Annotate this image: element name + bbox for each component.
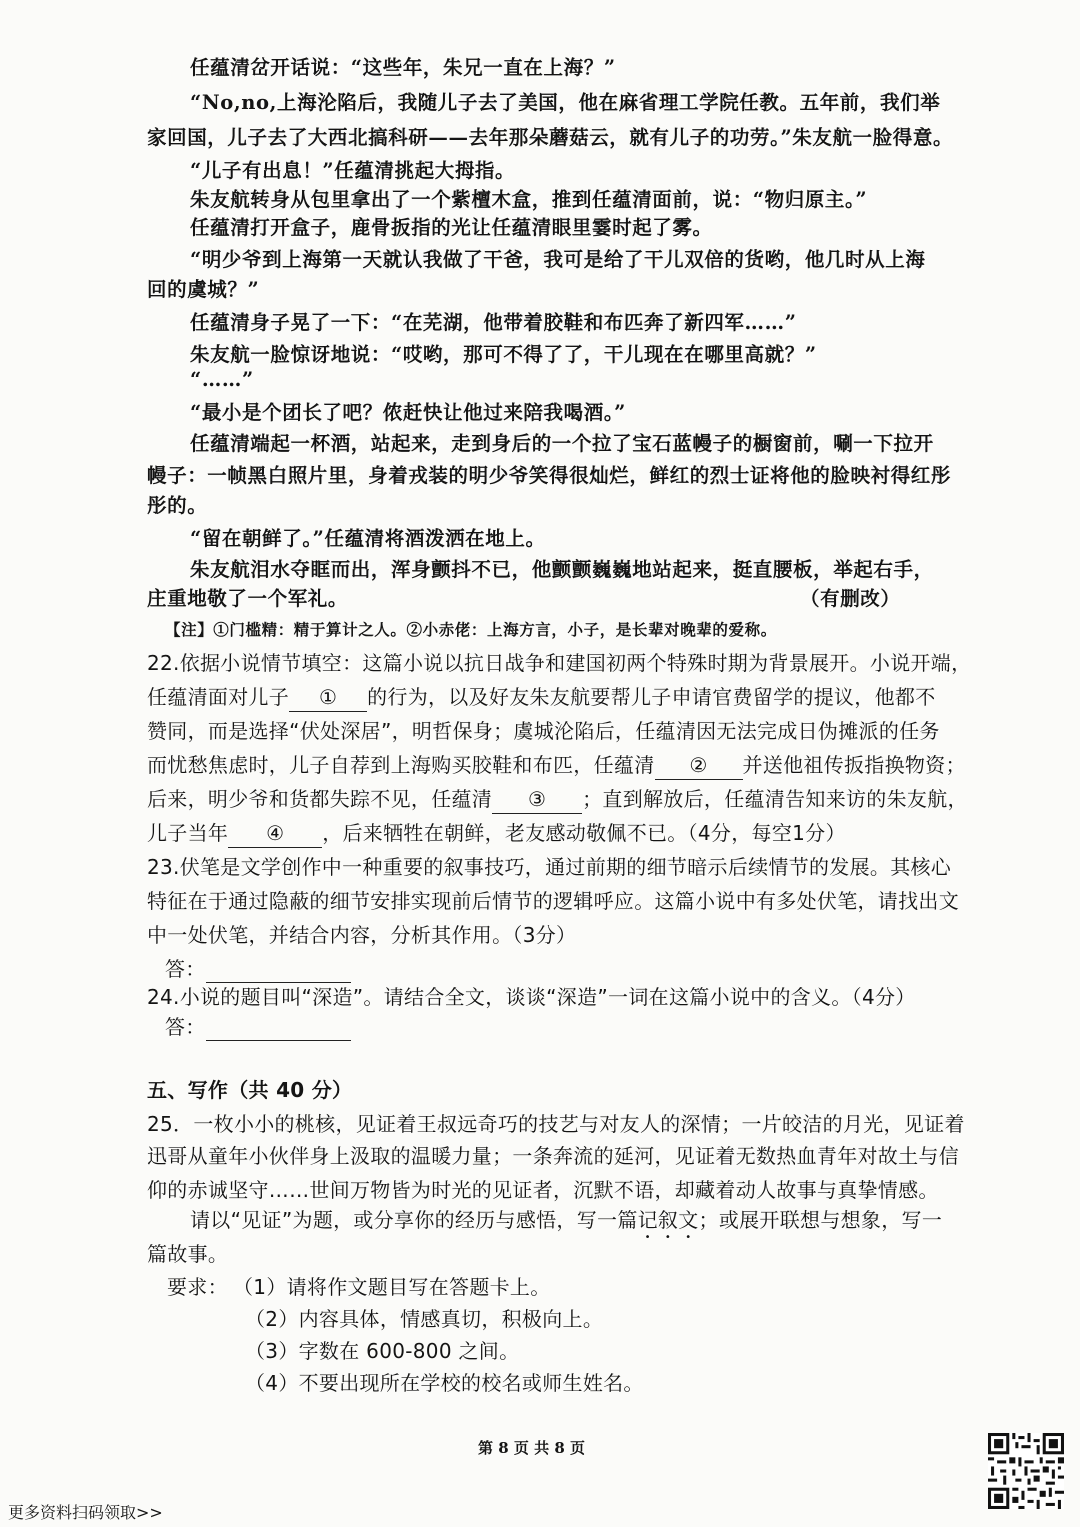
answer-label: 答： <box>165 1015 206 1039</box>
q22-text: 而忧愁焦虑时，儿子自荐到上海购买胶鞋和布匹，任蕴清 <box>147 753 655 777</box>
requirement-item: （1）请将作文题目写在答题卡上。 <box>233 1275 551 1299</box>
story-line: 任蕴清端起一杯酒，站起来，走到身后的一个拉了宝石蓝幔子的橱窗前，唰一下拉开 <box>190 432 934 455</box>
essay-prompt-line <box>190 1206 942 1243</box>
story-line: “明少爷到上海第一天就认我做了干爸，我可是给了干儿双倍的货哟，他几时从上海 <box>190 248 926 271</box>
story-line: 庄重地敬了一个军礼。 <box>147 587 349 610</box>
blank-4[interactable]: ④ <box>228 819 322 848</box>
essay-prompt-line: 仰的赤诚坚守……世间万物皆为时光的见证者，沉默不语，却藏着动人故事与真挚情感。 <box>147 1178 939 1202</box>
requirement-item: （2）内容具体，情感真切，积极向上。 <box>245 1307 604 1331</box>
story-line: “……” <box>190 368 254 391</box>
blank-3[interactable]: ③ <box>492 785 582 814</box>
answer-label: 答： <box>165 957 206 981</box>
story-line: 任蕴清岔开话说：“这些年，朱兄一直在上海？” <box>190 56 616 79</box>
blank-1[interactable]: ① <box>289 683 367 712</box>
essay-prompt-line: 篇故事。 <box>147 1242 229 1266</box>
story-line: 彤的。 <box>147 494 208 517</box>
story-line: 家回国，儿子去了大西北搞科研——去年那朵蘑菇云，就有儿子的功劳。”朱友航一脸得意。 <box>147 126 954 149</box>
story-line: 幔子：一帧黑白照片里，身着戎装的明少爷笑得很灿烂，鲜红的烈士证将他的脸映衬得红彤 <box>147 464 952 487</box>
story-line: 朱友航转身从包里拿出了一个紫檀木盒，推到任蕴清面前，说：“物归原主。” <box>190 188 868 211</box>
q22-line: 22.依据小说情节填空：这篇小说以抗日战争和建国初两个特殊时期为背景展开。小说开端， <box>147 651 972 675</box>
prompt-text: ；或展开联想与想象，写一 <box>698 1208 943 1232</box>
essay-prompt-line: 迅哥从童年小伙伴身上汲取的温暖力量；一条奔流的延河，见证着无数热血青年对故土与信 <box>147 1144 959 1168</box>
story-line: 任蕴清身子晃了一下：“在芜湖，他带着胶鞋和布匹奔了新四军……” <box>190 311 797 334</box>
q22-text: ，后来牺牲在朝鲜，老友感动敬佩不已。（4分，每空1分） <box>322 821 846 845</box>
requirement-item: （3）字数在 600-800 之间。 <box>245 1339 520 1363</box>
q23-line: 中一处伏笔，并结合内容，分析其作用。（3分） <box>147 923 577 947</box>
requirement-item: （4）不要出现所在学校的校名或师生姓名。 <box>245 1371 644 1395</box>
q22-line <box>147 785 968 814</box>
q22-text: ；直到解放后，任蕴清告知来访的朱友航， <box>582 787 968 811</box>
prompt-text: 请以“见证”为题，或分享你的经历与感悟，写一篇 <box>190 1208 638 1232</box>
section-heading: 五、写作（共 40 分） <box>147 1078 353 1102</box>
essay-prompt-line: 25．一枚小小的桃核，见证着王叔远奇巧的技艺与对友人的深情；一片皎洁的月光，见证着 <box>147 1112 965 1136</box>
q23-answer <box>165 955 351 983</box>
page-number: 第 8 页 共 8 页 <box>478 1439 585 1457</box>
q22-line <box>147 819 846 848</box>
q22-text: 儿子当年 <box>147 821 229 845</box>
q24-answer <box>165 1013 351 1041</box>
qr-code-icon[interactable] <box>988 1433 1064 1509</box>
story-line: “留在朝鲜了。”任蕴清将酒泼洒在地上。 <box>190 527 546 550</box>
story-line: “最小是个团长了吧？侬赶快让他过来陪我喝酒。” <box>190 401 626 424</box>
q22-line: 赞同，而是选择“伏处深居”，明哲保身；虞城沦陷后，任蕴清因无法完成日伪摊派的任务 <box>147 719 940 743</box>
q22-text: 并送他祖传扳指换物资； <box>742 753 966 777</box>
story-line: 朱友航泪水夺眶而出，浑身颤抖不已，他颤颤巍巍地站起来，挺直腰板，举起右手， <box>190 558 934 581</box>
story-line: “No,no,上海沦陷后，我随儿子去了美国，他在麻省理工学院任教。五年前，我们举 <box>190 91 941 114</box>
more-resources-link[interactable]: 更多资料扫码领取>> <box>8 1503 163 1522</box>
emphasis-text: 记叙文 <box>637 1208 699 1232</box>
q22-text: 的行为，以及好友朱友航要帮儿子申请官费留学的提议，他都不 <box>367 685 936 709</box>
answer-line[interactable] <box>206 1020 351 1041</box>
story-line: “儿子有出息！”任蕴清挑起大拇指。 <box>190 159 516 182</box>
q22-text: 任蕴清面对儿子 <box>147 685 290 709</box>
q22-line <box>147 751 966 780</box>
source-note: （有删改） <box>800 587 901 610</box>
story-line: 任蕴清打开盒子，鹿骨扳指的光让任蕴清眼里霎时起了雾。 <box>190 216 713 239</box>
footnote: 【注】①门槛精：精于算计之人。②小赤佬：上海方言，小子，是长辈对晚辈的爱称。 <box>165 620 777 639</box>
answer-line[interactable] <box>206 962 351 983</box>
q23-line: 特征在于通过隐蔽的细节安排实现前后情节的逻辑呼应。这篇小说中有多处伏笔，请找出文 <box>147 889 959 913</box>
requirements-label: 要求： <box>167 1275 228 1299</box>
q24-line: 24.小说的题目叫“深造”。请结合全文，谈谈“深造”一词在这篇小说中的含义。（4分） <box>147 985 916 1009</box>
q22-text: 后来，明少爷和货都失踪不见，任蕴清 <box>147 787 493 811</box>
blank-2[interactable]: ② <box>655 751 743 780</box>
q22-line <box>147 683 936 712</box>
story-line: 回的虞城？” <box>147 278 260 301</box>
q23-line: 23.伏笔是文学创作中一种重要的叙事技巧，通过前期的细节暗示后续情节的发展。其核心 <box>147 855 952 879</box>
story-line: 朱友航一脸惊讶地说：“哎哟，那可不得了了，干儿现在在哪里高就？” <box>190 343 817 366</box>
